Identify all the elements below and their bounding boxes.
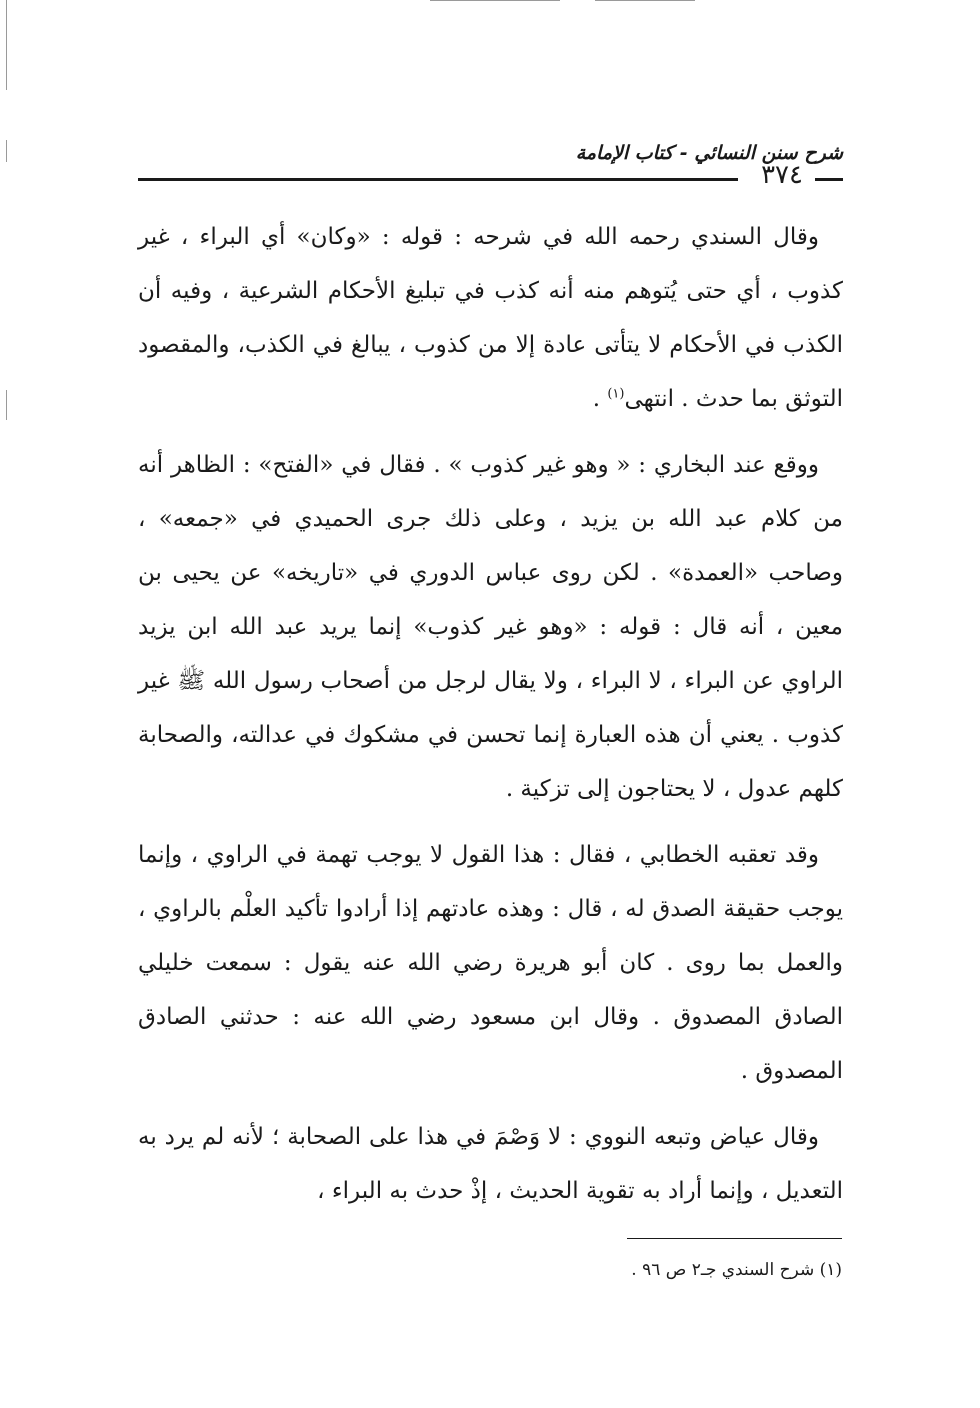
scan-edge-mark xyxy=(6,0,7,90)
page-number-rule xyxy=(815,178,843,181)
paragraph xyxy=(138,210,843,426)
scan-edge-mark xyxy=(595,0,695,1)
paragraph: ووقع عند البخاري : « وهو غير كذوب » . فقال في «الفتح» : الظاهر أنه من كلام عبد الله بن يزيد ، وعلى ذلك جرى الحميدي في «جمعه» ، وصاحب «العمدة» . لكن روى عباس الدوري في «تاريخه» عن يحيى بن معين ، أنه قال : قوله : «وهو غير كذوب» إنما يريد عبد الله ابن يزيد الراوي عن البراء ، لا البراء ، ولا يقال لرجل من أصحاب رسول الله ﷺ غير كذوب . يعني أن هذه العبارة إنما تحسن في مشكوك في عدالته، والصحابة كلهم عدول ، لا يحتاجون إلى تزكية . xyxy=(138,452,843,802)
paragraph-end: . xyxy=(592,386,608,412)
paragraph-text: وقال السندي رحمه الله في شرحه : قوله : «وكان» أي البراء ، غير كذوب ، أي حتى يُتوهم منه أنه كذب في تبليغ الأحكام الشرعية ، وفيه أن الكذب في الأحكام لا يتأتى عادة إلا من كذوب ، يبالغ في الكذب، والمقصود التوثق بما حدث . انتهى xyxy=(138,224,843,412)
page-number: ٣٧٤ xyxy=(761,160,803,190)
main-text xyxy=(138,210,843,1230)
footnote-separator xyxy=(627,1238,842,1239)
header-rule xyxy=(138,178,738,181)
footnote: (١) شرح السندي جـ٢ ص ٩٦ . xyxy=(631,1260,842,1280)
scan-edge-mark xyxy=(6,140,7,162)
scan-edge-mark xyxy=(6,390,7,420)
paragraph: وقد تعقبه الخطابي ، فقال : هذا القول لا يوجب تهمة في الراوي ، وإنما يوجب حقيقة الصدق له ، قال : وهذه عادتهم إذا أرادوا تأكيد العلْم بالراوي ، والعمل بما روى . كان أبو هريرة رضي الله عنه يقول : سمعت خليلي الصادق المصدوق . وقال ابن مسعود رضي الله عنه : حدثني الصادق المصدوق . xyxy=(138,842,843,1084)
page-header xyxy=(138,138,843,188)
scan-edge-mark xyxy=(430,0,560,1)
footnote-reference: (١) xyxy=(607,386,625,402)
running-title: شرح سنن النسائي - كتاب الإمامة xyxy=(575,142,843,164)
paragraph: وقال عياض وتبعه النووي : لا وَصْمَ في هذا على الصحابة ؛ لأنه لم يرد به التعديل ، وإنما أراد به تقوية الحديث ، إذْ حدث به البراء ، xyxy=(138,1124,843,1204)
